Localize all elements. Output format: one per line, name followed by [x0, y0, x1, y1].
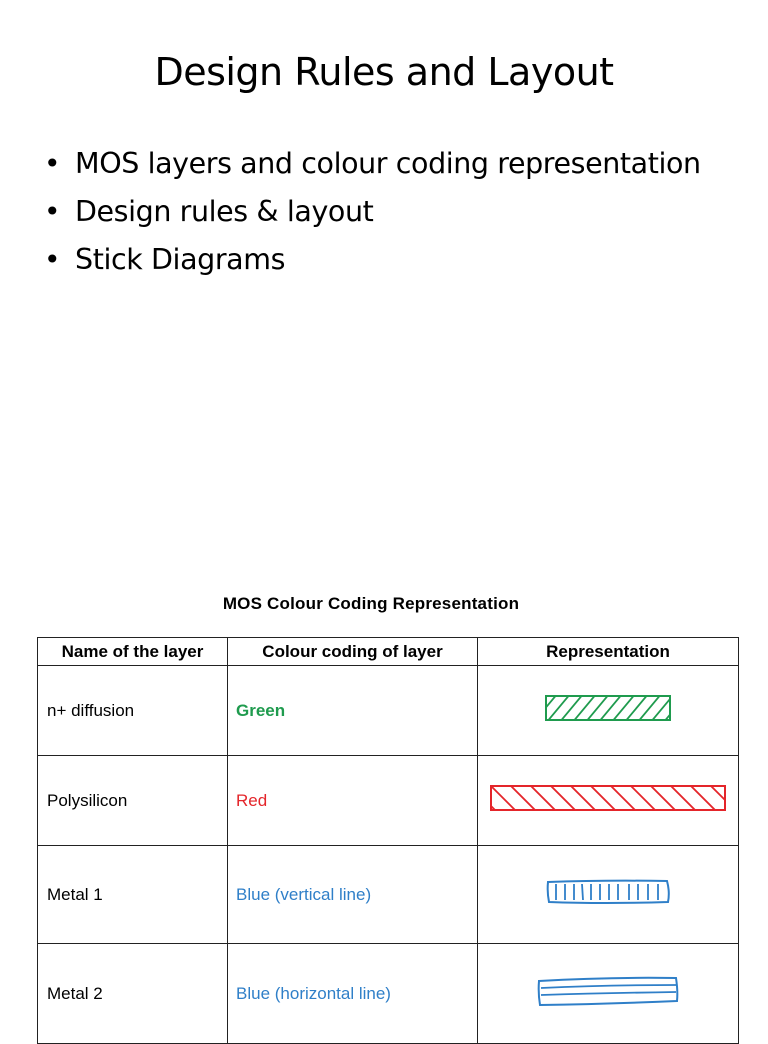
- bullet-text: MOS layers and colour coding representation: [75, 147, 701, 180]
- bullet-list: [44, 140, 701, 284]
- representation-cell: [478, 666, 739, 756]
- bullet-text: Design rules & layout: [75, 195, 374, 228]
- header-colour-coding: Colour coding of layer: [228, 638, 478, 666]
- bullet-item: [44, 140, 701, 188]
- colour-cell: Red: [228, 756, 478, 846]
- bullet-dot-icon: •: [44, 147, 61, 180]
- blue-vertical-lines-rectangle-icon: [544, 877, 672, 907]
- bullet-dot-icon: •: [44, 195, 61, 228]
- table-row: [38, 756, 739, 846]
- representation-cell: [478, 846, 739, 944]
- red-hatched-rectangle-icon: [488, 783, 728, 813]
- bullet-text: Stick Diagrams: [75, 243, 286, 276]
- table-row: [38, 666, 739, 756]
- colour-cell: Green: [228, 666, 478, 756]
- layer-name-cell: n+ diffusion: [38, 666, 228, 756]
- layer-name-cell: Metal 2: [38, 944, 228, 1044]
- table-header-row: [38, 638, 739, 666]
- colour-coding-table: [37, 637, 739, 1044]
- colour-cell: Blue (vertical line): [228, 846, 478, 944]
- bullet-dot-icon: •: [44, 243, 61, 276]
- bullet-item: [44, 188, 701, 236]
- representation-cell: [478, 944, 739, 1044]
- table-row: [38, 944, 739, 1044]
- bullet-item: [44, 236, 701, 284]
- header-representation: Representation: [478, 638, 739, 666]
- green-hatched-rectangle-icon: [543, 693, 673, 723]
- layer-name-cell: Metal 1: [38, 846, 228, 944]
- slide-title: Design Rules and Layout: [154, 50, 614, 94]
- header-layer-name: Name of the layer: [38, 638, 228, 666]
- layer-name-cell: Polysilicon: [38, 756, 228, 846]
- colour-cell: Blue (horizontal line): [228, 944, 478, 1044]
- blue-horizontal-lines-rectangle-icon: [536, 974, 681, 1008]
- table-title: MOS Colour Coding Representation: [222, 594, 520, 613]
- table-row: [38, 846, 739, 944]
- representation-cell: [478, 756, 739, 846]
